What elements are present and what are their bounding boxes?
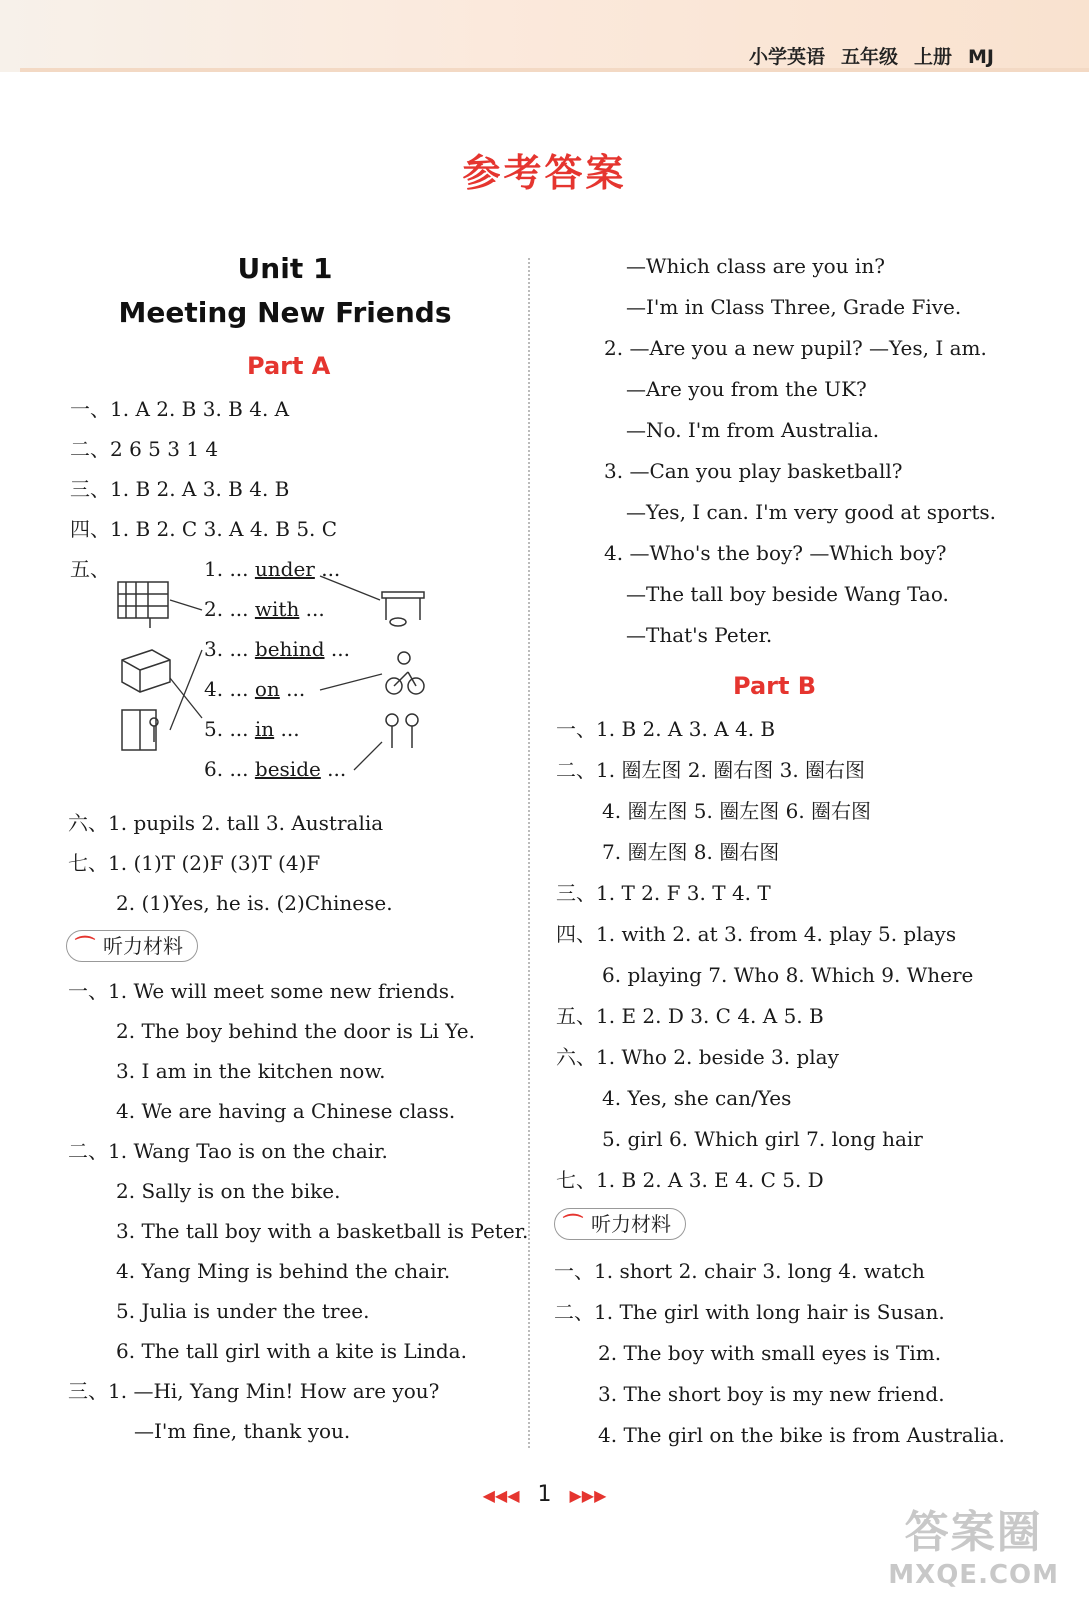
children-picture: [386, 714, 418, 748]
part-a-section-3: 三、1. B 2. A 3. B 4. B: [70, 477, 290, 501]
door-picture: [122, 710, 158, 750]
listening-a-section-2-line-6: 6. The tall girl with a kite is Linda.: [116, 1339, 467, 1363]
part-b-section-1: 一、1. B 2. A 3. A 4. B: [556, 717, 776, 741]
part-b-section-6-line-2: 4. Yes, she can/Yes: [602, 1086, 792, 1110]
dialogue-line-1: —Which class are you in?: [626, 254, 885, 278]
part-b-section-6-line-3: 5. girl 6. Which girl 7. long hair: [602, 1127, 923, 1151]
bookshelf-picture: [118, 582, 168, 628]
book-info: [733, 42, 994, 69]
headphone-icon: ⌒: [75, 934, 95, 958]
part-a-section-7-line-1: 七、1. (1)T (2)F (3)T (4)F: [68, 851, 321, 875]
matching-illustration: [110, 570, 440, 785]
match-item-2: 2. ... with ...: [204, 597, 325, 621]
part-b-section-2-line-3: 7. 圈左图 8. 圈右图: [602, 840, 780, 864]
match-item-4: 4. ... on ...: [204, 677, 306, 701]
match-item-3: 3. ... behind ...: [204, 637, 350, 661]
box-picture: [122, 650, 170, 692]
part-b-section-3: 三、1. T 2. F 3. T 4. T: [556, 881, 771, 905]
part-a-section-1: 一、1. A 2. B 3. B 4. A: [70, 397, 290, 421]
dialogue-line-4: —Are you from the UK?: [626, 377, 867, 401]
dialogue-line-2: —I'm in Class Three, Grade Five.: [626, 295, 962, 319]
chair-picture: [382, 592, 424, 626]
prev-arrows-icon: ◀◀◀: [482, 1486, 520, 1505]
listening-a-section-2-line-4: 4. Yang Ming is behind the chair.: [116, 1259, 451, 1283]
listening-material-badge-b: ⌒ 听力材料: [554, 1208, 686, 1240]
page-title: 参考答案: [462, 151, 627, 195]
part-b-title: Part B: [733, 672, 817, 700]
listening-a-section-2-line-5: 5. Julia is under the tree.: [116, 1299, 370, 1323]
listening-b-section-2-line-2: 2. The boy with small eyes is Tim.: [598, 1341, 942, 1365]
watermark: 答案圈 MXQE.COM: [888, 1507, 1059, 1590]
part-b-section-5: 五、1. E 2. D 3. C 4. A 5. B: [556, 1004, 824, 1028]
unit-name: Meeting New Friends: [118, 296, 452, 329]
part-a-section-5-number: 五、: [70, 557, 110, 581]
listening-a-section-1-line-1: 一、1. We will meet some new friends.: [68, 979, 456, 1003]
next-arrows-icon: ▶▶▶: [569, 1486, 607, 1505]
listening-a-section-1-line-4: 4. We are having a Chinese class.: [116, 1099, 456, 1123]
dialogue-line-10: —That's Peter.: [626, 623, 773, 647]
edition: MJ: [968, 46, 994, 68]
listening-b-section-2-line-4: 4. The girl on the bike is from Australia.: [598, 1423, 1005, 1447]
matching-lines: [170, 576, 382, 770]
part-a-section-2: 二、2 6 5 3 1 4: [70, 437, 219, 461]
dialogue-line-3: 2. —Are you a new pupil? —Yes, I am.: [604, 336, 987, 360]
part-b-section-4-line-2: 6. playing 7. Who 8. Which 9. Where: [602, 963, 974, 987]
match-item-1: 1. ... under ...: [204, 557, 341, 581]
part-b-section-2-line-1: 二、1. 圈左图 2. 圈右图 3. 圈右图: [556, 758, 866, 782]
listening-b-section-2-line-1: 二、1. The girl with long hair is Susan.: [554, 1300, 945, 1324]
grade: 五年级: [840, 46, 898, 68]
part-b-section-2-line-2: 4. 圈左图 5. 圈左图 6. 圈右图: [602, 799, 872, 823]
listening-a-section-3-line-2: —I'm fine, thank you.: [134, 1419, 351, 1443]
listening-a-section-2-line-1: 二、1. Wang Tao is on the chair.: [68, 1139, 388, 1163]
subject: 小学英语: [748, 46, 825, 68]
listening-a-section-2-line-2: 2. Sally is on the bike.: [116, 1179, 341, 1203]
dialogue-line-6: 3. —Can you play basketball?: [604, 459, 903, 483]
listening-material-badge-a: ⌒ 听力材料: [66, 930, 198, 962]
page-number: 1: [537, 1482, 552, 1507]
dialogue-line-9: —The tall boy beside Wang Tao.: [626, 582, 949, 606]
dialogue-line-5: —No. I'm from Australia.: [626, 418, 880, 442]
bike-picture: [386, 652, 424, 694]
column-divider: [528, 258, 530, 1448]
part-a-section-4: 四、1. B 2. C 3. A 4. B 5. C: [70, 517, 338, 541]
part-a-section-6: 六、1. pupils 2. tall 3. Australia: [68, 811, 384, 835]
unit-number: Unit 1: [237, 252, 333, 285]
dialogue-line-8: 4. —Who's the boy? —Which boy?: [604, 541, 947, 565]
listening-a-section-1-line-3: 3. I am in the kitchen now.: [116, 1059, 386, 1083]
headphone-icon: ⌒: [563, 1212, 583, 1236]
part-b-section-7: 七、1. B 2. A 3. E 4. C 5. D: [556, 1168, 824, 1192]
listening-a-section-3-line-1: 三、1. —Hi, Yang Min! How are you?: [68, 1379, 440, 1403]
volume: 上册: [914, 46, 953, 68]
part-b-section-6-line-1: 六、1. Who 2. beside 3. play: [556, 1045, 839, 1069]
listening-a-section-1-line-2: 2. The boy behind the door is Li Ye.: [116, 1019, 475, 1043]
part-a-section-7-line-2: 2. (1)Yes, he is. (2)Chinese.: [116, 891, 393, 915]
listening-b-section-1: 一、1. short 2. chair 3. long 4. watch: [554, 1259, 925, 1283]
listening-b-section-2-line-3: 3. The short boy is my new friend.: [598, 1382, 945, 1406]
listening-a-section-2-line-3: 3. The tall boy with a basketball is Peter.: [116, 1219, 529, 1243]
part-a-title: Part A: [247, 352, 331, 380]
match-item-5: 5. ... in ...: [204, 717, 300, 741]
part-b-section-4-line-1: 四、1. with 2. at 3. from 4. play 5. plays: [556, 922, 957, 946]
match-item-6: 6. ... beside ...: [204, 757, 347, 781]
dialogue-line-7: —Yes, I can. I'm very good at sports.: [626, 500, 997, 524]
